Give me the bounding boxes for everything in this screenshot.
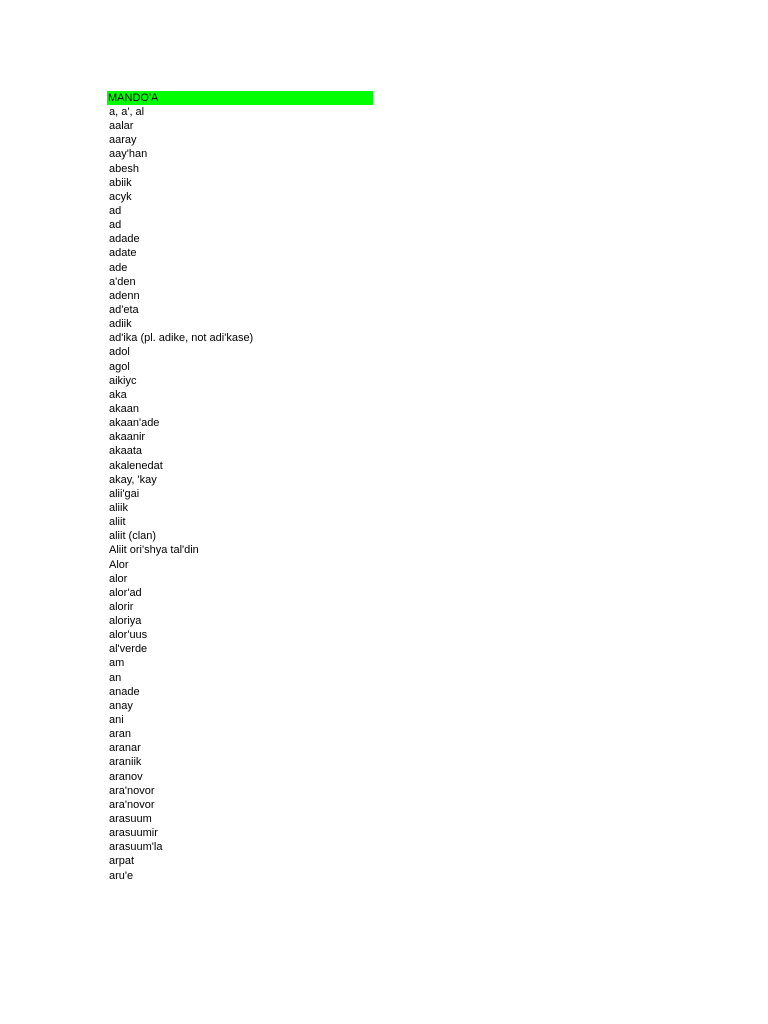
word-list (107, 105, 373, 883)
word-row: alor (109, 572, 128, 585)
word-row: ani (109, 714, 124, 727)
word-row: aloriya (109, 615, 142, 628)
word-row: a'den (109, 275, 136, 288)
word-row: ade (109, 261, 128, 274)
word-row: akaata (109, 445, 143, 458)
word-row: aranar (109, 742, 141, 755)
word-row: akaan'ade (109, 417, 160, 430)
word-row: adiik (109, 318, 132, 331)
word-row: aran (109, 728, 132, 741)
word-row: aru'e (109, 869, 134, 882)
word-row: agol (109, 360, 130, 373)
word-row: aliit (109, 516, 126, 529)
word-row: arasuum'la (109, 841, 163, 854)
word-row: acyk (109, 190, 132, 203)
word-row: adol (109, 346, 130, 359)
word-row: arasuumir (109, 827, 158, 840)
word-row: alor'uus (109, 629, 148, 642)
word-row: akaanir (109, 431, 146, 444)
word-row: anay (109, 699, 133, 712)
word-row: adenn (109, 289, 140, 302)
word-row: ad'ika (pl. adike, not adi'kase) (109, 332, 254, 345)
word-row: arasuum (109, 813, 152, 826)
word-row: adate (109, 247, 137, 260)
word-row: am (109, 657, 125, 670)
word-row: aka (109, 388, 127, 401)
word-row: akalenedat (109, 459, 163, 472)
word-row: ad (109, 204, 122, 217)
word-row: anade (109, 685, 140, 698)
word-row: Aliit ori'shya tal'din (109, 544, 199, 557)
word-row: adade (109, 233, 140, 246)
word-row: an (109, 671, 122, 684)
word-row: al'verde (109, 643, 148, 656)
word-row: ara'novor (109, 784, 155, 797)
word-row: aaray (109, 134, 137, 147)
word-row: aliit (clan) (109, 530, 157, 543)
word-row: alor'ad (109, 586, 142, 599)
column-header: MANDO'A (107, 91, 373, 105)
word-row: aay'han (109, 148, 148, 161)
word-row: abiik (109, 176, 132, 189)
word-row: akay, 'kay (109, 473, 157, 486)
word-row: aranov (109, 770, 143, 783)
word-row: alii'gai (109, 487, 140, 500)
word-row: akaan (109, 402, 139, 415)
word-row: Alor (109, 558, 129, 571)
word-row: arpat (109, 855, 135, 868)
word-row: araniik (109, 756, 142, 769)
word-row: aalar (109, 120, 134, 133)
word-row: ad'eta (109, 303, 139, 316)
spreadsheet-column (107, 91, 373, 883)
word-row: abesh (109, 162, 139, 175)
word-row: aikiyc (109, 374, 137, 387)
word-row: ara'novor (109, 798, 155, 811)
word-row: ad (109, 219, 122, 232)
word-row: aliik (109, 501, 128, 514)
word-row: alorir (109, 600, 134, 613)
word-row: a, a', al (109, 106, 145, 118)
